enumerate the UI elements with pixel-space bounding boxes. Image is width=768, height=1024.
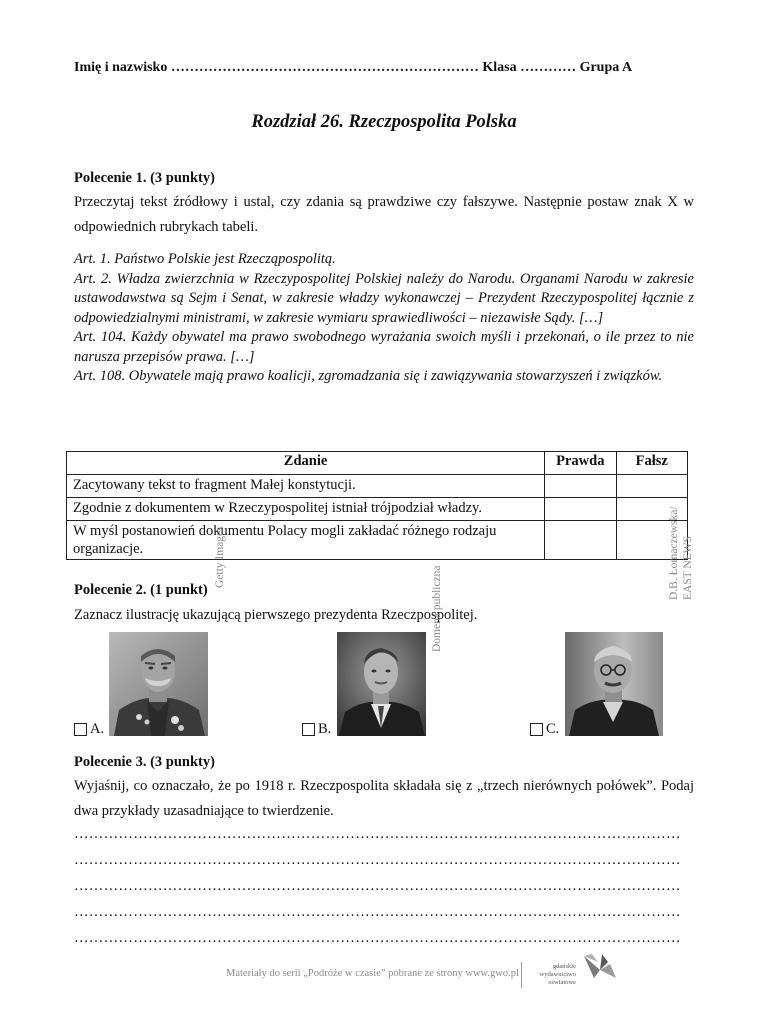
source-article-2: Art. 2. Władza zwierzchnia w Rzeczypospolitej Polskiej należy do Narodu. Organami Narodu w zakresie ustawodawstwa są Sejm i Senat, w zakresie władzy wykonawczej – Prezydent Rzeczypospolitej łącznie z odpowiedzialnymi ministrami, w zakresie wymiaru sprawiedliwości – niezawisłe Sądy. […]: [74, 270, 694, 326]
true-answer-cell[interactable]: [545, 521, 616, 560]
task3-heading: Polecenie 3. (3 punkty): [74, 754, 215, 770]
checkbox-c[interactable]: [530, 723, 543, 736]
column-header-true: Prawda: [545, 452, 616, 475]
page-title: Rozdział 26. Rzeczpospolita Polska: [251, 112, 517, 132]
true-answer-cell[interactable]: [545, 498, 616, 521]
table-row: [67, 475, 688, 498]
source-article-108: Art. 108. Obywatele mają prawo koalicji, zgromadzania się i zawiązywania stowarzyszeń i związków.: [74, 368, 663, 384]
gwo-logo-icon: [580, 948, 622, 987]
photo-credit-c: D.B. Łomaczewska/ EAST NEWS: [668, 506, 694, 600]
statement-cell: Zgodnie z dokumentem w Rzeczypospolitej istniał trójpodział władzy.: [67, 498, 545, 521]
option-b[interactable]: [302, 721, 331, 738]
source-article-104: Art. 104. Każdy obywatel ma prawo swobodnego wyrażania swoich myśli i przekonań, o ile przez to nie narusza przepisów prawa. […]: [74, 329, 694, 365]
portrait-a-image: [109, 632, 208, 736]
true-false-table: [66, 451, 688, 560]
task2-heading: Polecenie 2. (1 punkt): [74, 582, 208, 598]
publisher-line-3: oświatowe: [548, 979, 576, 986]
column-header-statement: Zdanie: [67, 452, 545, 475]
table-row: [67, 521, 688, 560]
task1-heading: Polecenie 1. (3 punkty): [74, 170, 215, 186]
answer-line-5[interactable]: ……………………………………………………………………………………………………………: [74, 930, 681, 946]
photo-option-c[interactable]: [565, 632, 663, 736]
statement-cell: W myśl postanowień dokumentu Polacy mogli zakładać różnego rodzaju organizacje.: [67, 521, 545, 560]
option-a[interactable]: [74, 721, 104, 738]
portrait-c-image: [565, 632, 663, 736]
photo-option-b[interactable]: [337, 632, 426, 736]
answer-line-3[interactable]: ……………………………………………………………………………………………………………: [74, 878, 681, 894]
option-a-label: A.: [90, 721, 105, 737]
source-article-1: Art. 1. Państwo Polskie jest Rzecząpospolitą.: [74, 251, 336, 267]
answer-line-2[interactable]: ……………………………………………………………………………………………………………: [74, 852, 681, 868]
portrait-b-image: [337, 632, 426, 736]
answer-line-1[interactable]: ……………………………………………………………………………………………………………: [74, 826, 681, 842]
table-header-row: [67, 452, 688, 475]
photo-credit-a: Getty Images: [214, 526, 226, 588]
answer-line-4[interactable]: ……………………………………………………………………………………………………………: [74, 904, 681, 920]
checkbox-b[interactable]: [302, 723, 315, 736]
true-answer-cell[interactable]: [545, 475, 616, 498]
photo-credit-b: Domena publiczna: [431, 565, 443, 652]
photo-option-a[interactable]: [109, 632, 208, 736]
table-row: [67, 498, 688, 521]
student-info-line: Imię i nazwisko ………………………………………………………… Klasa ………… Grupa A: [74, 60, 633, 75]
task3-instruction: Wyjaśnij, co oznaczało, że po 1918 r. Rzeczpospolita składała się z „trzech nierównych połówek”. Podaj dwa przykłady uzasadniające to twierdzenie.: [74, 778, 694, 819]
task1-instruction: Przeczytaj tekst źródłowy i ustal, czy zdania są prawdziwe czy fałszywe. Następnie postaw znak X w odpowiednich rubrykach tabeli.: [74, 194, 694, 235]
option-c-label: C.: [546, 721, 560, 737]
source-text: [74, 250, 694, 387]
column-header-false: Fałsz: [616, 452, 687, 475]
checkbox-a[interactable]: [74, 723, 87, 736]
option-c[interactable]: [530, 721, 559, 738]
publisher-line-2: wydawnictwo: [539, 971, 576, 978]
footer-source-note: Materiały do serii „Podróże w czasie” pobrane ze strony www.gwo.pl: [226, 968, 519, 979]
option-b-label: B.: [318, 721, 332, 737]
task2-instruction: Zaznacz ilustrację ukazującą pierwszego prezydenta Rzeczpospolitej.: [74, 607, 478, 623]
publisher-line-1: gdańskie: [552, 963, 576, 970]
footer-divider: [521, 962, 522, 988]
statement-cell: Zacytowany tekst to fragment Małej konstytucji.: [67, 475, 545, 498]
publisher-name: [526, 963, 576, 987]
